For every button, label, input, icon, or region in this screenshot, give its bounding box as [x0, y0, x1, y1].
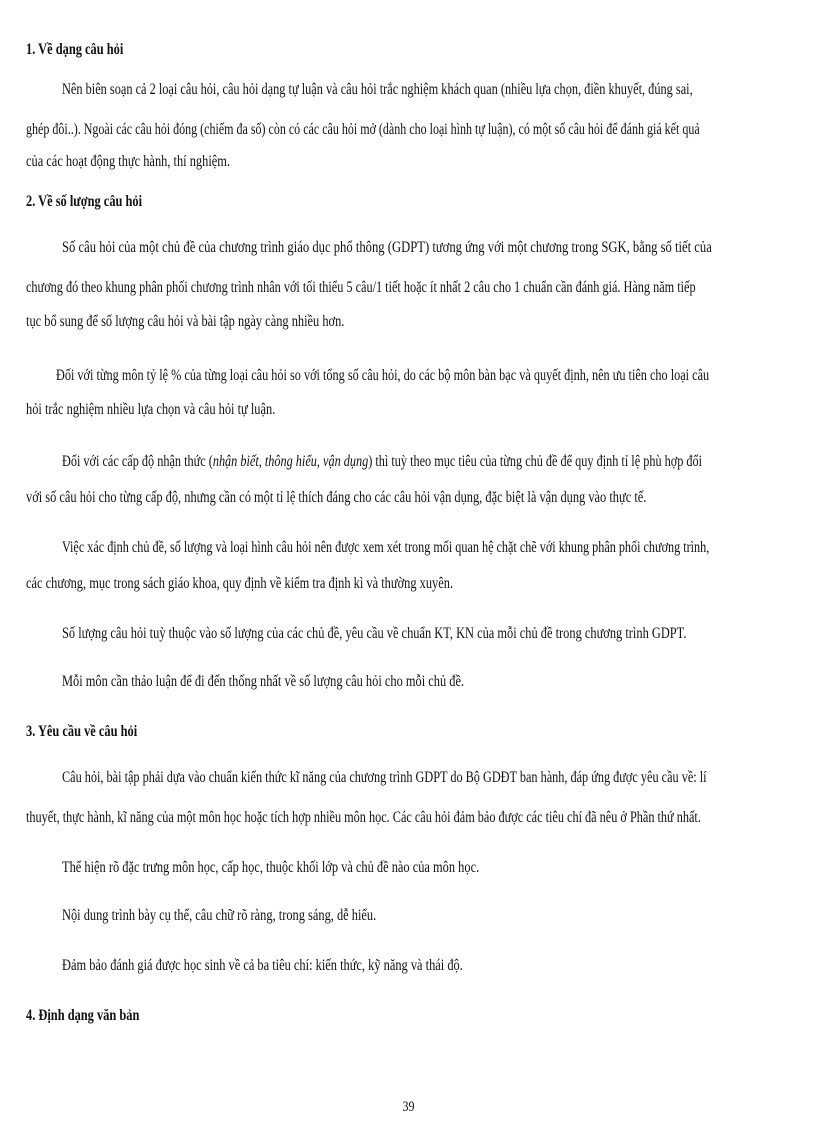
paragraph-line: thuyết, thực hành, kĩ năng của một môn học hoặc tích hợp nhiều môn học. Các câu hỏi đảm bảo được các tiêu chí đã nêu ở Phần thứ nhất. — [26, 809, 701, 826]
paragraph-line: hỏi trắc nghiệm nhiều lựa chọn và câu hỏi tự luận. — [26, 401, 276, 418]
section-heading: 2. Về số lượng câu hỏi — [26, 193, 143, 210]
page-number: 39 — [402, 1099, 414, 1115]
paragraph-line: Câu hỏi, bài tập phải dựa vào chuẩn kiến thức kĩ năng của chương trình GDPT do Bộ GDĐT ban hành, đáp ứng được yêu cầu về: lí — [62, 769, 707, 786]
section-heading: 4. Định dạng văn bản — [26, 1007, 140, 1024]
paragraph-line: tục bổ sung để số lượng câu hỏi và bài tập ngày càng nhiều hơn. — [26, 313, 345, 330]
paragraph-line: Đối với từng môn tỷ lệ % của từng loại câu hỏi so với tổng số câu hỏi, do các bộ môn bàn bạc và quyết định, nên ưu tiên cho loại câu — [56, 367, 710, 384]
paragraph-line: với số câu hỏi cho từng cấp độ, nhưng cần có một tỉ lệ thích đáng cho các câu hỏi vận dụng, đặc biệt là vận dụng vào thực tế. — [26, 489, 647, 506]
paragraph-line: Thể hiện rõ đặc trưng môn học, cấp học, thuộc khối lớp và chủ đề nào của môn học. — [62, 859, 480, 876]
paragraph-line: chương đó theo khung phân phối chương trình nhân với tối thiểu 5 câu/1 tiết hoặc ít nhất 2 câu cho 1 chuẩn cần đánh giá. Hàng năm tiếp — [26, 279, 696, 296]
section-heading: 3. Yêu cầu về câu hỏi — [26, 723, 138, 740]
paragraph-line: Nội dung trình bày cụ thể, câu chữ rõ ràng, trong sáng, dễ hiểu. — [62, 907, 377, 924]
paragraph-line: ghép đôi..). Ngoài các câu hỏi đóng (chiếm đa số) còn có các câu hỏi mở (dành cho loại hình tự luận), có một số câu hỏi để đánh giá kết quả — [26, 121, 700, 138]
paragraph-line: Số câu hỏi của một chủ đề của chương trình giáo dục phổ thông (GDPT) tương ứng với một chương trong SGK, bằng số tiết của — [62, 239, 712, 256]
paragraph-line: Mỗi môn cần thảo luận để đi đến thống nhất về số lượng câu hỏi cho mỗi chủ đề. — [62, 673, 465, 690]
paragraph-line: Nên biên soạn cả 2 loại câu hỏi, câu hỏi dạng tự luận và câu hỏi trắc nghiệm khách quan (nhiều lựa chọn, điền khuyết, đúng sai, — [62, 81, 693, 98]
paragraph-line: Đối với các cấp độ nhận thức (nhận biết, thông hiểu, vận dụng) thì tuỳ theo mục tiêu của từng chủ đề để quy định tỉ lệ phù hợp đối — [62, 453, 703, 470]
paragraph-line: Số lượng câu hỏi tuỳ thuộc vào số lượng của các chủ đề, yêu cầu về chuẩn KT, KN của mỗi chủ đề trong chương trình GDPT. — [62, 625, 687, 642]
paragraph-line: Việc xác định chủ đề, số lượng và loại hình câu hỏi nên được xem xét trong mối quan hệ chặt chẽ với khung phân phối chương trình, — [62, 539, 710, 556]
section-heading: 1. Về dạng câu hỏi — [26, 41, 124, 58]
paragraph-line: của các hoạt động thực hành, thí nghiệm. — [26, 153, 231, 170]
paragraph-line: Đảm bảo đánh giá được học sinh về cả ba tiêu chí: kiến thức, kỹ năng và thái độ. — [62, 957, 463, 974]
italic-phrase: nhận biết, thông hiểu, vận dụng — [212, 453, 369, 470]
paragraph-line: các chương, mục trong sách giáo khoa, quy định về kiểm tra định kì và thường xuyên. — [26, 575, 454, 592]
